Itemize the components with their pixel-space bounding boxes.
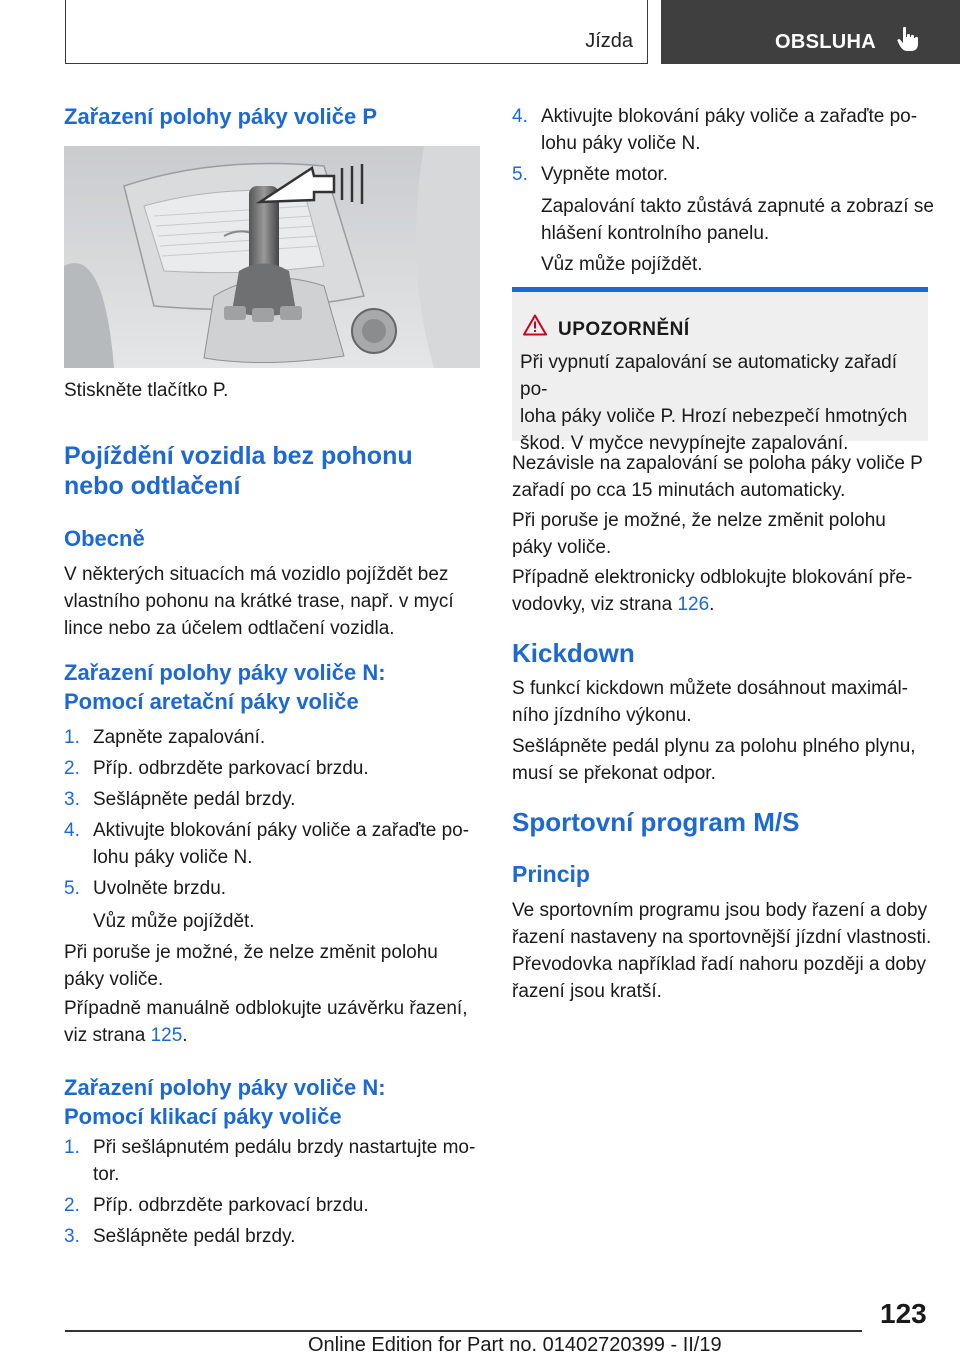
text-line: loha páky voliče P. Hrozí nebezpečí hmotných	[520, 406, 908, 427]
list-item	[512, 103, 928, 159]
text-line	[512, 591, 928, 618]
text-line: řazení jsou kratší.	[512, 981, 662, 1002]
paragraph-fault	[512, 507, 928, 561]
list-text-line: tor.	[93, 1164, 120, 1185]
warning-triangle-icon	[523, 314, 547, 341]
page-number: 123	[880, 1298, 927, 1329]
text-line: S funkcí kickdown můžete dosáhnout maximál-	[512, 678, 909, 699]
heading-towing	[64, 441, 413, 501]
text-line: Případně elektronicky odblokujte blokování pře-	[512, 567, 913, 588]
heading-sport-program: Sportovní program M/S	[512, 807, 800, 837]
text-line: Nezávisle na zapalování se poloha páky voliče P	[512, 453, 923, 474]
list-text-line: Při sešlápnutém pedálu brzdy nastartujte mo-	[93, 1137, 476, 1158]
heading-towing-line2: nebo odtlačení	[64, 472, 241, 500]
list-number: 1.	[64, 1137, 80, 1158]
list-text: Sešlápněte pedál brzdy.	[93, 789, 296, 810]
heading-towing-line1: Pojíždění vozidla bez pohonu	[64, 442, 413, 470]
paragraph-electronic-release	[512, 564, 928, 618]
list-number: 3.	[64, 789, 80, 810]
heading-principle: Princip	[512, 861, 590, 887]
caption-press-p: Stiskněte tlačítko P.	[64, 380, 229, 401]
text-fragment: viz strana	[64, 1025, 151, 1046]
warning-title: UPOZORNĚNÍ	[558, 319, 690, 340]
paragraph-manual-release	[64, 995, 480, 1049]
heading-kickdown: Kickdown	[512, 638, 635, 668]
text-line: hlášení kontrolního panelu.	[541, 223, 770, 244]
list-text	[541, 103, 931, 157]
footer-edition: Online Edition for Part no. 01402720399 - II/19	[308, 1334, 722, 1356]
list-text: Sešlápněte pedál brzdy.	[93, 1226, 296, 1247]
paragraph-principle	[512, 897, 932, 1005]
text-fragment: vodovky, viz strana	[512, 594, 678, 615]
list-note	[541, 193, 934, 247]
list-number: 2.	[64, 1195, 80, 1216]
list-text: Uvolněte brzdu.	[93, 878, 227, 899]
heading-selector-n-lever	[64, 658, 386, 716]
gear-selector-photo	[64, 146, 480, 368]
text-line: musí se překonat odpor.	[512, 763, 716, 784]
heading-line: Pomocí aretační páky voliče	[64, 689, 359, 714]
heading-selector-n-click	[64, 1073, 386, 1131]
warning-box	[512, 287, 928, 454]
list-text-line: lohu páky voliče N.	[541, 133, 701, 154]
text-line: Převodovka například řadí nahoru později a doby	[512, 954, 927, 975]
list-number: 3.	[64, 1226, 80, 1247]
heading-line: Zařazení polohy páky voliče N:	[64, 1075, 386, 1100]
text-line: Při vypnutí zapalování se automaticky zařadí po-	[520, 352, 898, 400]
header-tab-obsluha[interactable]	[661, 0, 960, 64]
heading-line: Pomocí klikací páky voliče	[64, 1104, 342, 1129]
header-tab-label: OBSLUHA	[775, 31, 876, 53]
text-line: Ve sportovním programu jsou body řazení a doby	[512, 900, 928, 921]
list-text: Zapněte zapalování.	[93, 727, 266, 748]
footer-divider	[65, 1330, 862, 1332]
heading-line: Zařazení polohy páky voliče N:	[64, 660, 386, 685]
text-line: Při poruše je možné, že nelze změnit polohu	[64, 942, 438, 963]
paragraph-kickdown	[512, 675, 928, 729]
header-section-title: Jízda	[585, 30, 633, 52]
paragraph-auto-p	[512, 450, 928, 504]
text-line: páky voliče.	[64, 969, 164, 990]
text-line: Zapalování takto zůstává zapnuté a zobrazí se	[541, 196, 934, 217]
heading-general: Obecně	[64, 526, 145, 551]
list-text-line: Aktivujte blokování páky voliče a zařaďte po-	[541, 106, 918, 127]
list-note: Vůz může pojíždět.	[541, 254, 703, 275]
text-fragment: .	[709, 594, 715, 615]
text-line: zařadí po cca 15 minutách automaticky.	[512, 480, 846, 501]
list-text: Příp. odbrzděte parkovací brzdu.	[93, 758, 369, 779]
text-fragment: .	[182, 1025, 188, 1046]
list-note: Vůz může pojíždět.	[93, 911, 255, 932]
pointing-hand-icon	[897, 26, 919, 57]
list-number: 4.	[64, 820, 80, 841]
list-text-line: lohu páky voliče N.	[93, 847, 253, 868]
text-line: páky voliče.	[512, 537, 612, 558]
paragraph-fault	[64, 939, 480, 993]
text-line	[64, 1022, 480, 1049]
list-text-line: Aktivujte blokování páky voliče a zařaďte po-	[93, 820, 470, 841]
heading-selector-p: Zařazení polohy páky voliče P	[64, 104, 377, 129]
text-line: vlastního pohonu na krátké trase, např. v mycí	[64, 591, 454, 612]
list-number: 4.	[512, 106, 528, 127]
text-line: V některých situacích má vozidlo pojíždět bez	[64, 564, 449, 585]
text-line: lince nebo za účelem odtlačení vozidla.	[64, 618, 395, 639]
paragraph-kickdown-2	[512, 733, 928, 787]
page-link-126[interactable]: 126	[677, 594, 710, 615]
text-line: Při poruše je možné, že nelze změnit polohu	[512, 510, 886, 531]
list-item	[64, 817, 480, 873]
list-text: Příp. odbrzděte parkovací brzdu.	[93, 1195, 369, 1216]
text-line: škod. V myčce nevypínejte zapalování.	[520, 433, 849, 454]
list-number: 5.	[64, 878, 80, 899]
text-line: Případně manuálně odblokujte uzávěrku řazení,	[64, 998, 468, 1019]
text-line: Sešlápněte pedál plynu za polohu plného plynu,	[512, 736, 916, 757]
warning-text	[520, 349, 924, 457]
page-link-125[interactable]: 125	[150, 1025, 183, 1046]
list-number: 2.	[64, 758, 80, 779]
header-frame	[65, 0, 648, 64]
list-text	[93, 1134, 483, 1188]
list-text: Vypněte motor.	[541, 164, 669, 185]
list-text	[93, 817, 483, 871]
list-item	[64, 1134, 480, 1190]
paragraph-general	[64, 561, 480, 642]
text-line: řazení nastaveny na sportovnější jízdní vlastnosti.	[512, 927, 932, 948]
text-line: ního jízdního výkonu.	[512, 705, 692, 726]
list-number: 1.	[64, 727, 80, 748]
list-number: 5.	[512, 164, 528, 185]
